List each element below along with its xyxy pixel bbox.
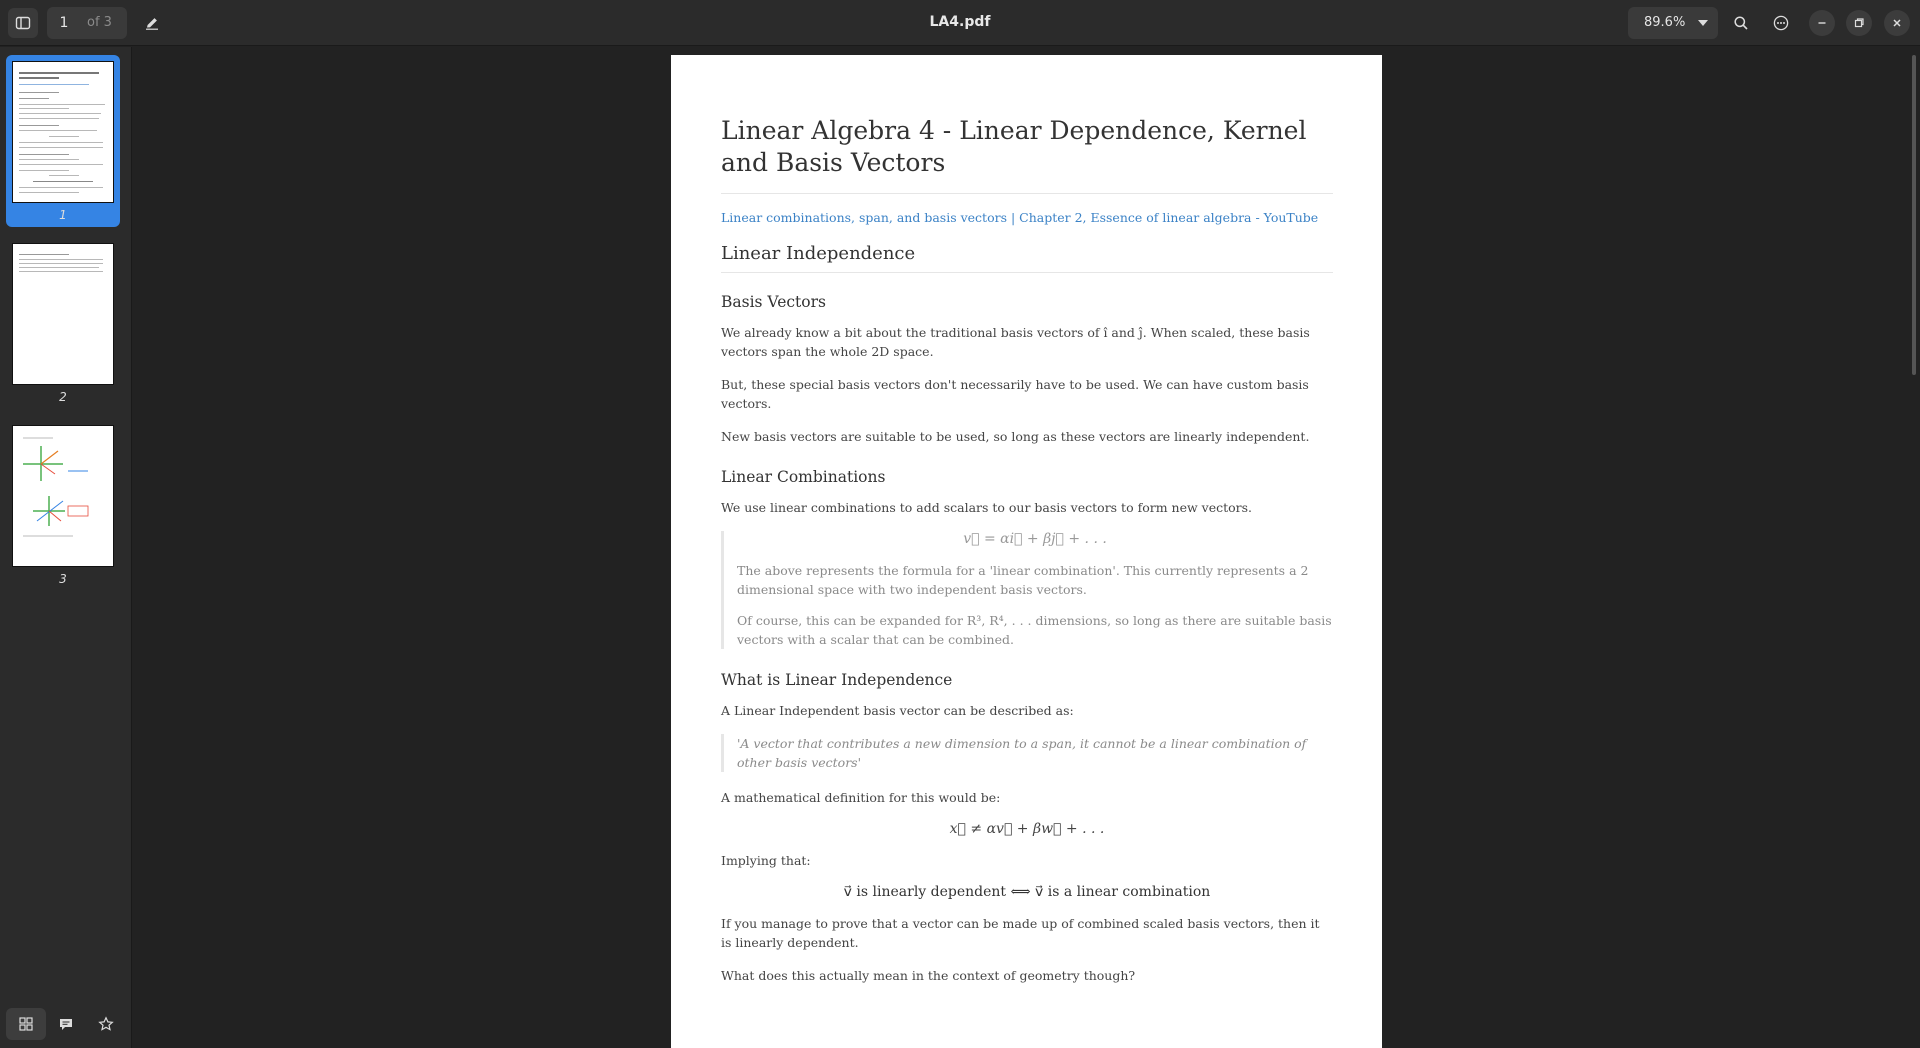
blockquote xyxy=(721,531,1333,649)
section-heading: Linear Independence xyxy=(721,243,1333,273)
scrollbar[interactable] xyxy=(1912,55,1916,375)
equation: v⃗ is linearly dependent ⟺ v⃗ is a linear combination xyxy=(843,884,1211,900)
paragraph: A Linear Independent basis vector can be described as: xyxy=(721,703,1074,718)
tab-bookmarks[interactable] xyxy=(86,1008,126,1040)
document-viewer[interactable] xyxy=(133,47,1920,1048)
sidebar-toggle-button[interactable] xyxy=(8,8,38,38)
more-icon xyxy=(1773,15,1789,31)
maximize-button[interactable] xyxy=(1846,10,1872,36)
sidebar-tabs xyxy=(6,1008,126,1040)
zoom-level: 89.6% xyxy=(1644,15,1686,30)
pdf-page xyxy=(671,55,1382,1048)
document-title: LA4.pdf xyxy=(929,14,991,30)
page-count-label: of 3 xyxy=(87,15,112,30)
sidebar-icon xyxy=(15,15,31,31)
thumbnail-image xyxy=(12,425,114,567)
header-bar xyxy=(0,0,1920,46)
paragraph: But, these special basis vectors don't necessarily have to be used. We can have custom basis vectors. xyxy=(721,377,1309,411)
thumbnail-image xyxy=(12,61,114,203)
paragraph: A mathematical definition for this would be: xyxy=(721,790,1001,805)
minimize-button[interactable] xyxy=(1809,10,1835,36)
chevron-down-icon xyxy=(1698,20,1708,26)
paragraph: What does this actually mean in the context of geometry though? xyxy=(721,968,1136,983)
tab-annotations[interactable] xyxy=(46,1008,86,1040)
subsection-heading: What is Linear Independence xyxy=(721,671,953,689)
search-button[interactable] xyxy=(1726,8,1756,38)
close-icon xyxy=(1891,17,1903,29)
tab-thumbnails[interactable] xyxy=(6,1008,46,1040)
paragraph: We already know a bit about the traditional basis vectors of î and ĵ. When scaled, these basis vectors span the whole 2D space. xyxy=(721,325,1310,359)
restore-icon xyxy=(1853,17,1865,29)
page-number-input[interactable] xyxy=(47,7,81,39)
paragraph: New basis vectors are suitable to be used, so long as these vectors are linearly independent. xyxy=(721,429,1310,444)
pen-icon xyxy=(144,15,160,31)
quote-paragraph: 'A vector that contributes a new dimension to a span, it cannot be a linear combination of other basis vectors' xyxy=(737,736,1307,770)
more-options-button[interactable] xyxy=(1766,8,1796,38)
paragraph: Implying that: xyxy=(721,853,811,868)
paragraph: If you manage to prove that a vector can be made up of combined scaled basis vectors, then it is linearly dependent. xyxy=(721,916,1320,950)
thumbnail-label: 1 xyxy=(59,208,67,222)
diagram-thumbnail xyxy=(13,426,114,567)
thumbnail-page-1[interactable] xyxy=(6,55,120,227)
thumbnail-page-2[interactable] xyxy=(6,237,120,409)
equation: x⃗ ≠ αv⃗ + βw⃗ + . . . xyxy=(949,821,1105,837)
annotate-button[interactable] xyxy=(137,8,167,38)
thumbnail-label: 3 xyxy=(59,572,67,586)
blockquote xyxy=(721,734,1333,772)
page-selector xyxy=(47,7,127,39)
paragraph: We use linear combinations to add scalars to our basis vectors to form new vectors. xyxy=(721,500,1253,515)
subsection-heading: Linear Combinations xyxy=(721,468,886,486)
thumbnail-label: 2 xyxy=(59,390,67,404)
comment-icon xyxy=(58,1016,74,1032)
minimize-icon xyxy=(1816,17,1828,29)
subsection-heading: Basis Vectors xyxy=(721,293,826,311)
video-link[interactable]: Linear combinations, span, and basis vectors | Chapter 2, Essence of linear algebra - YouTube xyxy=(721,210,1319,225)
quote-paragraph: Of course, this can be expanded for R³, R⁴, . . . dimensions, so long as there are suitable basis vectors with a scalar that can be combined. xyxy=(737,613,1332,647)
grid-icon xyxy=(18,1016,34,1032)
search-icon xyxy=(1733,15,1749,31)
thumbnail-sidebar xyxy=(0,47,132,1048)
star-icon xyxy=(98,1016,114,1032)
quote-paragraph: The above represents the formula for a 'linear combination'. This currently represents a 2 dimensional space with two independent basis vectors. xyxy=(737,563,1309,597)
zoom-dropdown[interactable] xyxy=(1628,7,1718,39)
page-content xyxy=(721,115,1333,999)
thumbnail-image xyxy=(12,243,114,385)
thumbnail-page-3[interactable] xyxy=(6,419,120,591)
close-button[interactable] xyxy=(1884,10,1910,36)
document-heading: Linear Algebra 4 - Linear Dependence, Kernel and Basis Vectors xyxy=(721,115,1333,194)
equation: v⃗ = αi⃗ + βj⃗ + . . . xyxy=(963,531,1107,547)
